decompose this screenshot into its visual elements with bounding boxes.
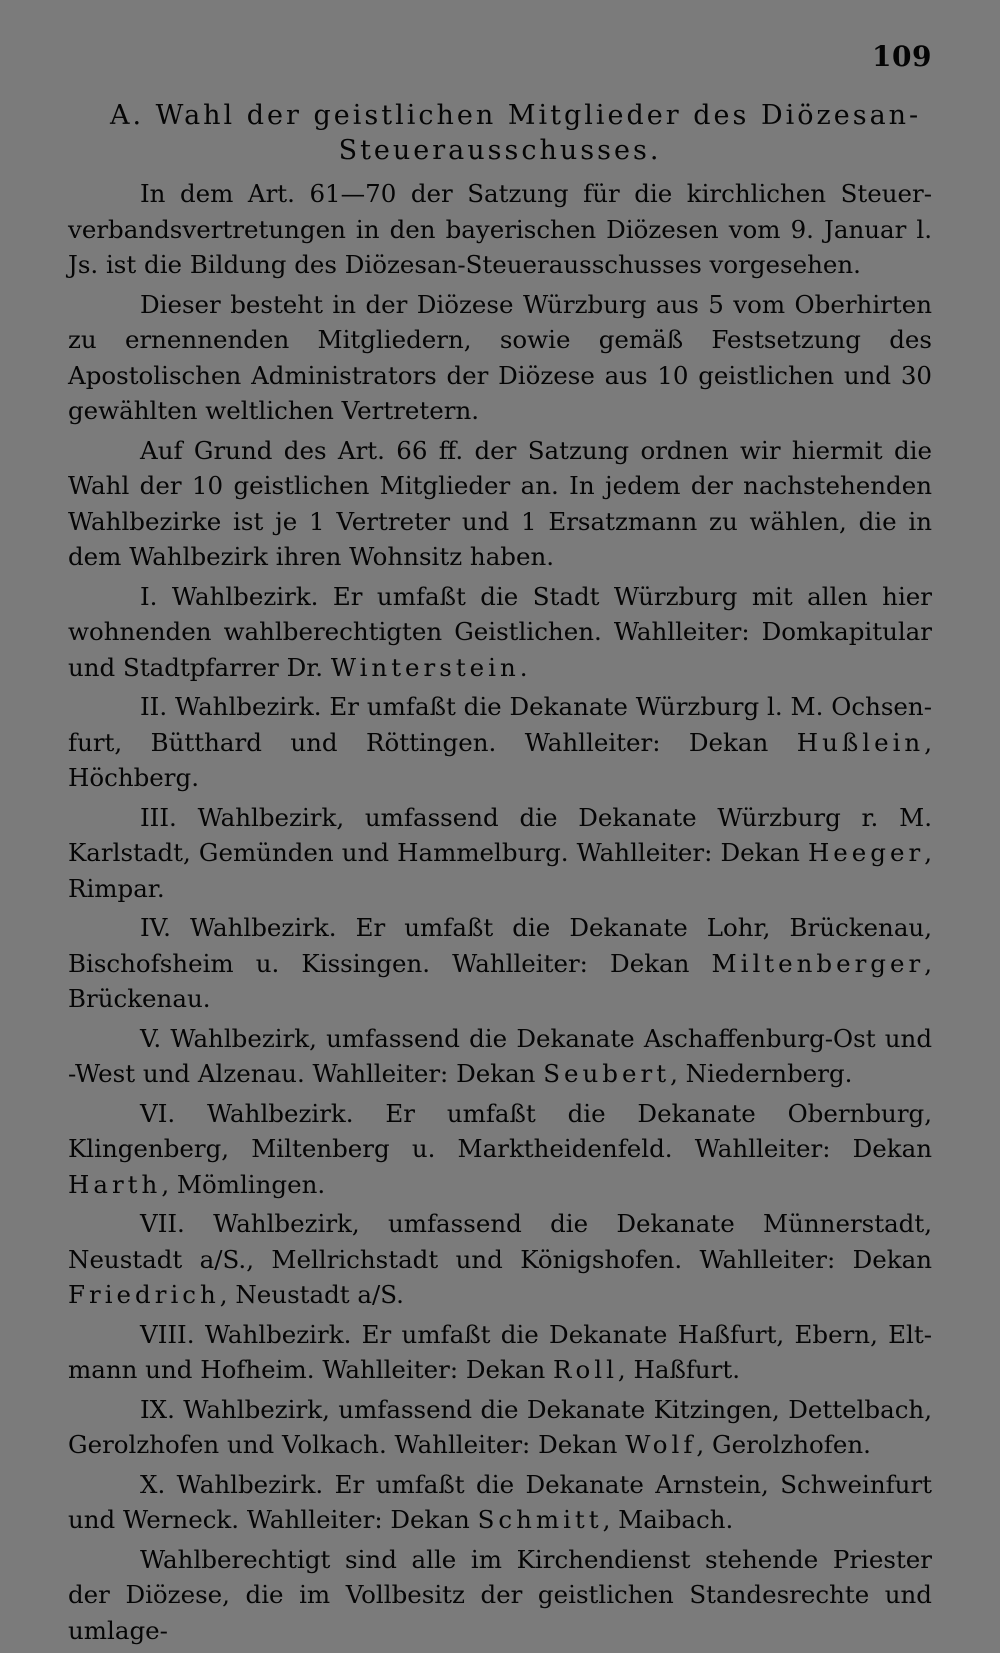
district-leader-name: Hußlein xyxy=(796,727,925,757)
district-leader-name: Winterstein xyxy=(330,652,520,682)
district-leader-name: Roll xyxy=(553,1355,618,1384)
district-leader-name: Seubert xyxy=(543,1059,671,1088)
district-leader-name: Heeger xyxy=(807,838,925,867)
paragraph-election-order: Auf Grund des Art. 66 ff. der Satzung ordnen wir hiermit die Wahl der 10 geistlichen Mitglieder an. In jedem der nachstehenden Wahlbezirke ist je 1 Vertreter und 1 Ersatzmann zu wählen, die in dem Wahlbezirk ihren Wohnsitz haben. xyxy=(68,435,932,571)
district-text: III. Wahlbezirk, umfassend die Dekanate Würzburg r. M. Karlstadt, Gemünden und Hammelburg. Wahlleiter: Dekan xyxy=(68,802,932,867)
district-3 xyxy=(68,800,932,907)
district-leader-place: , Mömlingen. xyxy=(161,1169,326,1199)
district-text: V. Wahlbezirk, umfassend die Dekanate Aschaffenburg-Ost und -West und Alzenau. Wahlleiter: Dekan xyxy=(68,1023,932,1088)
district-text: VII. Wahlbezirk, umfassend die Dekanate Münnerstadt, Neustadt a/S., Mellrichstadt und Königshofen. Wahlleiter: Dekan xyxy=(68,1209,932,1274)
district-leader-place: , Neustadt a/S. xyxy=(219,1280,404,1309)
district-9 xyxy=(68,1392,932,1463)
district-text: VIII. Wahlbezirk. Er umfaßt die Dekanate Haßfurt, Ebern, Elt-mann und Hofheim. Wahlleiter: Dekan xyxy=(68,1319,932,1384)
district-1 xyxy=(68,579,932,686)
district-leader-name: Miltenberger xyxy=(711,948,925,978)
section-heading xyxy=(68,98,932,168)
district-2 xyxy=(68,689,932,796)
page-number: 109 xyxy=(872,40,932,73)
district-text: IX. Wahlbezirk, umfassend die Dekanate Kitzingen, Dettelbach, Gerolzhofen und Volkach. Wahlleiter: Dekan xyxy=(68,1394,932,1459)
district-leader-place: , Rimpar. xyxy=(68,838,932,903)
district-leader-place: , Brückenau. xyxy=(68,948,932,1013)
paragraph-eligibility: Wahlberechtigt sind alle im Kirchendienst stehende Priester der Diözese, die im Vollbesitz der geistlichen Standesrechte und umlage- xyxy=(68,1544,932,1645)
district-4 xyxy=(68,910,932,1017)
district-5 xyxy=(68,1021,932,1092)
district-leader-name: Wolf xyxy=(625,1430,697,1459)
document-body xyxy=(68,176,932,1652)
district-leader-name: Schmitt xyxy=(477,1505,603,1534)
district-leader-place: , Gerolzhofen. xyxy=(696,1430,871,1459)
district-leader-name: Harth xyxy=(68,1169,162,1199)
paragraph-intro: In dem Art. 61—70 der Satzung für die kirchlichen Steuer-verbandsvertretungen in den bayerischen Diözesen vom 9. Januar l. Js. ist die Bildung des Diözesan-Steuerausschusses vorgesehen. xyxy=(68,179,932,279)
district-leader-place: . xyxy=(519,652,528,682)
district-7 xyxy=(68,1206,932,1313)
district-text: VI. Wahlbezirk. Er umfaßt die Dekanate Obernburg, Klingenberg, Miltenberg u. Marktheidenfeld. Wahlleiter: Dekan xyxy=(68,1098,932,1163)
heading-line-1: A. Wahl der geistlichen Mitglieder des Diözesan- xyxy=(110,100,922,131)
district-leader-place: , Höchberg. xyxy=(68,727,932,792)
paragraph-composition: Dieser besteht in der Diözese Würzburg aus 5 vom Oberhirten zu ernennenden Mitgliedern, sowie gemäß Festsetzung des Apostolischen Administrators der Diözese aus 10 geistlichen und 30 gewählten weltlichen Vertretern. xyxy=(68,289,932,425)
district-leader-place: , Niedernberg. xyxy=(670,1059,853,1088)
district-leader-place: , Maibach. xyxy=(602,1505,734,1534)
district-leader-name: Friedrich xyxy=(68,1280,220,1309)
district-8 xyxy=(68,1317,932,1388)
heading-line-2: Steuerausschusses. xyxy=(338,135,662,166)
district-6 xyxy=(68,1096,932,1203)
district-10 xyxy=(68,1467,932,1538)
district-text: I. Wahlbezirk. Er umfaßt die Stadt Würzburg mit allen hier wohnenden wahlberechtigten Geistlichen. Wahlleiter: Domkapitular und Stadtpfarrer Dr. xyxy=(68,581,932,682)
district-text: IV. Wahlbezirk. Er umfaßt die Dekanate Lohr, Brückenau, Bischofsheim u. Kissingen. Wahlleiter: Dekan xyxy=(68,913,932,978)
district-leader-place: , Haßfurt. xyxy=(617,1355,741,1384)
district-text: X. Wahlbezirk. Er umfaßt die Dekanate Arnstein, Schweinfurt und Werneck. Wahlleiter: Dekan xyxy=(68,1469,932,1534)
district-text: II. Wahlbezirk. Er umfaßt die Dekanate Würzburg l. M. Ochsen-furt, Bütthard und Röttingen. Wahlleiter: Dekan xyxy=(68,692,932,757)
